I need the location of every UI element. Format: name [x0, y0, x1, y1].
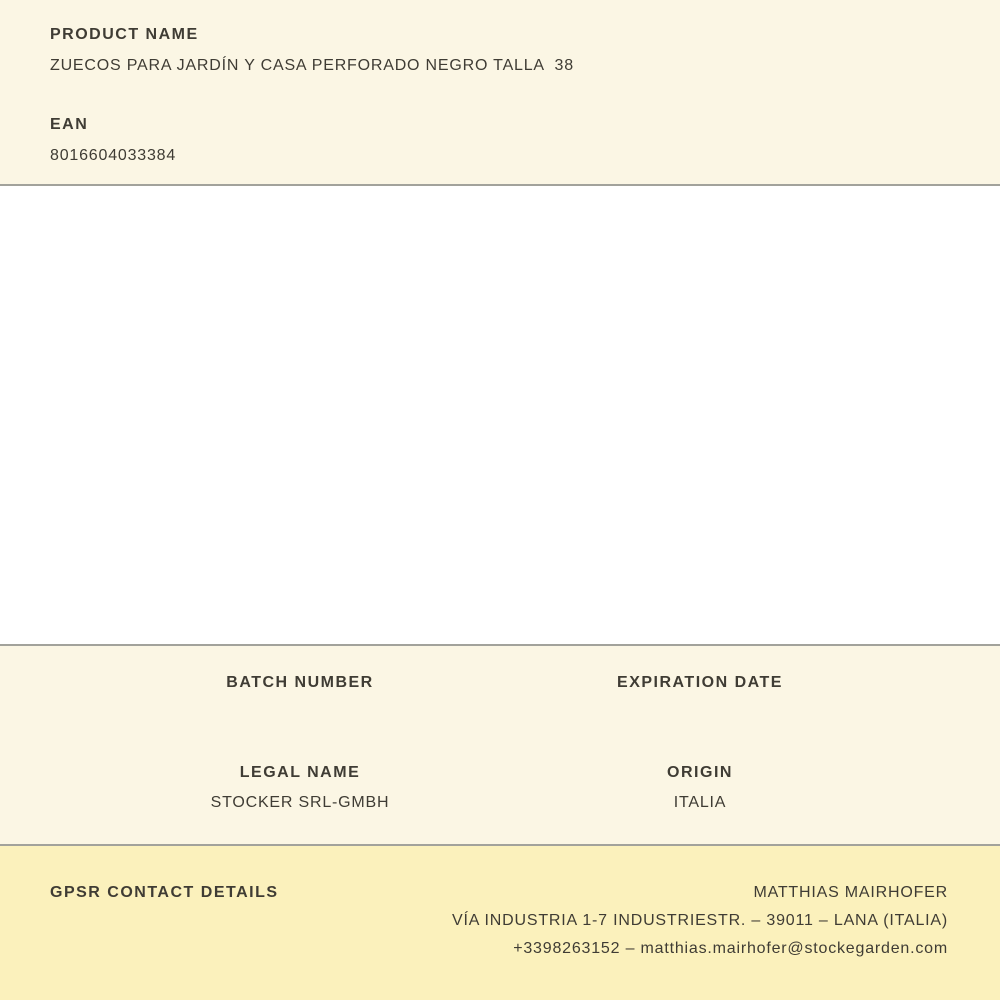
contact-address: VÍA INDUSTRIA 1-7 INDUSTRIESTR. – 39011 – LANA (ITALIA) [452, 912, 948, 929]
details-row-legal-origin [100, 764, 900, 812]
product-name-label: PRODUCT NAME [50, 26, 199, 43]
expiration-date-value [500, 704, 900, 722]
ean-label: EAN [50, 116, 89, 133]
ean-field [50, 116, 950, 165]
legal-name-label: LEGAL NAME [239, 764, 361, 781]
product-name-field [50, 26, 950, 75]
origin-value: ITALIA [673, 794, 727, 811]
legal-name-value: STOCKER SRL-GMBH [210, 794, 390, 811]
ean-value: 8016604033384 [50, 147, 177, 164]
product-header-section [0, 0, 1000, 184]
contact-phone-email: +3398263152 – matthias.mairhofer@stockegarden.com [513, 940, 948, 957]
gpsr-contact-label: GPSR CONTACT DETAILS [50, 884, 279, 901]
expiration-date-cell [500, 674, 900, 722]
origin-label: ORIGIN [667, 764, 733, 781]
batch-number-cell [100, 674, 500, 722]
gpsr-contact-info [452, 884, 948, 958]
legal-name-cell [100, 764, 500, 812]
details-section [0, 646, 1000, 844]
contact-person-name: MATTHIAS MAIRHOFER [753, 884, 948, 901]
batch-number-value [100, 704, 500, 722]
product-image-area [0, 186, 1000, 644]
origin-cell [500, 764, 900, 812]
product-name-value: ZUECOS PARA JARDÍN Y CASA PERFORADO NEGRO TALLA 38 [50, 57, 574, 74]
gpsr-contact-section [0, 846, 1000, 1000]
details-row-batch-expiration [100, 674, 900, 722]
batch-number-label: BATCH NUMBER [226, 674, 374, 691]
expiration-date-label: EXPIRATION DATE [617, 674, 783, 691]
